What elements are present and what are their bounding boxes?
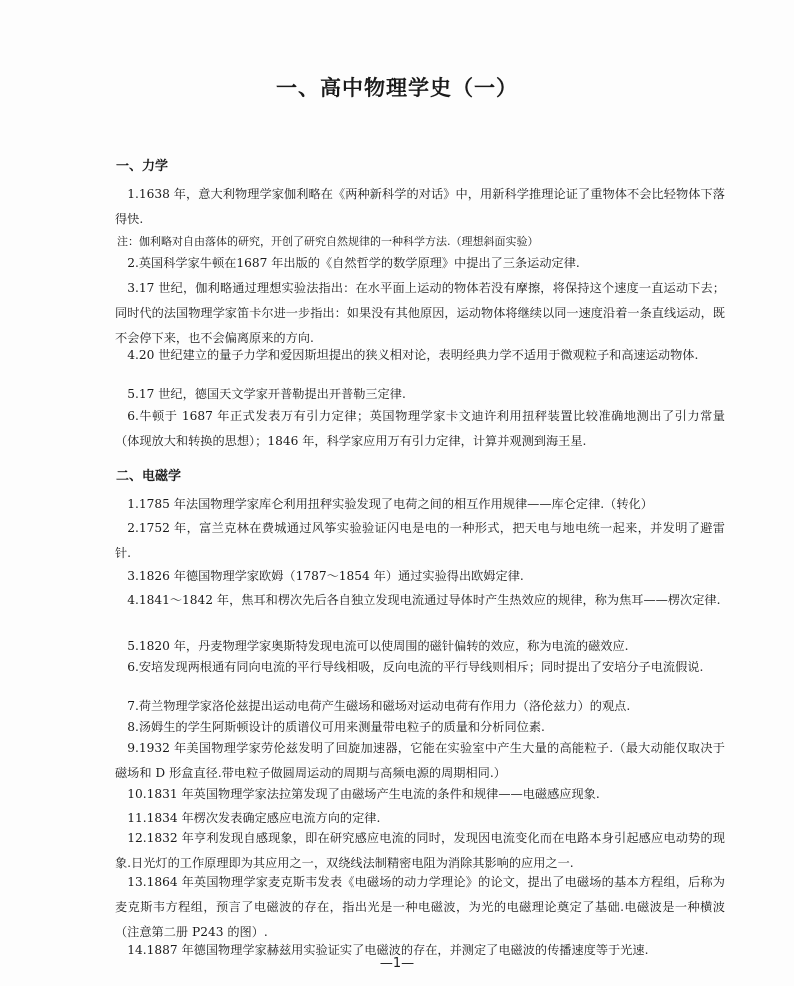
paragraph-mechanics-3: 3.17 世纪，伽利略通过理想实验法指出：在水平面上运动的物体若没有摩擦，将保持这个速度一直运动下去；同时代的法国物理学家笛卡尔进一步指出：如果没有其他原因，运动物体将继续以同一速度沿着一条直线运动，既不会停下来，也不会偏离原来的方向. xyxy=(115,281,725,345)
paragraph-em-6: 6.安培发现两根通有同向电流的平行导线相吸，反向电流的平行导线则相斥；同时提出了安培分子电流假说. xyxy=(127,660,704,674)
paragraph-mechanics-note: 注：伽利略对自由落体的研究，开创了研究自然规律的一种科学方法.（理想斜面实验） xyxy=(117,235,539,248)
paragraph-em-2: 2.1752 年，富兰克林在费城通过风筝实验验证闪电是电的一种形式，把天电与地电统一起来，并发明了避雷针. xyxy=(115,521,725,560)
paragraph-em-10: 10.1831 年英国物理学家法拉第发现了由磁场产生电流的条件和规律——电磁感应现象. xyxy=(127,787,600,801)
paragraph-em-13: 13.1864 年英国物理学家麦克斯韦发表《电磁场的动力学理论》的论文，提出了电磁场的基本方程组，后称为麦克斯韦方程组，预言了电磁波的存在，指出光是一种电磁波，为光的电磁理论奠定了基础.电磁波是一种横波（注意第二册 P243 的图）. xyxy=(115,875,725,939)
paragraph-mechanics-2: 2.英国科学家牛顿在1687 年出版的《自然哲学的数学原理》中提出了三条运动定律. xyxy=(127,256,580,270)
paragraph-em-8: 8.汤姆生的学生阿斯顿设计的质谱仪可用来测量带电粒子的质量和分析同位素. xyxy=(127,720,545,734)
page-title: 一、高中物理学史（一） xyxy=(276,76,518,100)
paragraph-em-14: 14.1887 年德国物理学家赫兹用实验证实了电磁波的存在，并测定了电磁波的传播速度等于光速. xyxy=(127,943,649,957)
paragraph-mechanics-1: 1.1638 年，意大利物理学家伽利略在《两种新科学的对话》中，用新科学推理论证了重物体不会比轻物体下落得快. xyxy=(115,187,725,226)
section-heading-mechanics: 一、力学 xyxy=(116,159,169,174)
section-heading-electromagnetism: 二、电磁学 xyxy=(116,469,182,484)
page-number: —1— xyxy=(379,956,415,971)
paragraph-em-4: 4.1841～1842 年，焦耳和楞次先后各自独立发现电流通过导体时产生热效应的规律，称为焦耳——楞次定律. xyxy=(127,593,721,607)
paragraph-em-12: 12.1832 年亨利发现自感现象，即在研究感应电流的同时，发现因电流变化而在电路本身引起感应电动势的现象.日光灯的工作原理即为其应用之一，双绕线法制精密电阻为消除其影响的应用之一. xyxy=(115,831,725,870)
paragraph-mechanics-5: 5.17 世纪，德国天文学家开普勒提出开普勒三定律. xyxy=(127,387,406,401)
paragraph-em-7: 7.荷兰物理学家洛伦兹提出运动电荷产生磁场和磁场对运动电荷有作用力（洛伦兹力）的观点. xyxy=(127,699,631,713)
paragraph-mechanics-6: 6.牛顿于 1687 年正式发表万有引力定律；英国物理学家卡文迪许利用扭秤装置比较准确地测出了引力常量（体现放大和转换的思想）；1846 年，科学家应用万有引力定律，计算并观测到海王星. xyxy=(115,409,725,448)
paragraph-em-9: 9.1932 年美国物理学家劳伦兹发明了回旋加速器，它能在实验室中产生大量的高能粒子.（最大动能仅取决于磁场和 D 形盒直径.带电粒子做圆周运动的周期与高频电源的周期相同.） xyxy=(115,741,725,780)
paragraph-em-3: 3.1826 年德国物理学家欧姆（1787～1854 年）通过实验得出欧姆定律. xyxy=(127,569,524,583)
paragraph-em-1: 1.1785 年法国物理学家库仑利用扭秤实验发现了电荷之间的相互作用规律——库仑定律.（转化） xyxy=(127,497,653,511)
paragraph-em-11: 11.1834 年楞次发表确定感应电流方向的定律. xyxy=(127,811,381,825)
paragraph-mechanics-4: 4.20 世纪建立的量子力学和爱因斯坦提出的狭义相对论，表明经典力学不适用于微观粒子和高速运动物体. xyxy=(127,348,699,362)
paragraph-em-5: 5.1820 年，丹麦物理学家奥斯特发现电流可以使周围的磁针偏转的效应，称为电流的磁效应. xyxy=(127,639,629,653)
